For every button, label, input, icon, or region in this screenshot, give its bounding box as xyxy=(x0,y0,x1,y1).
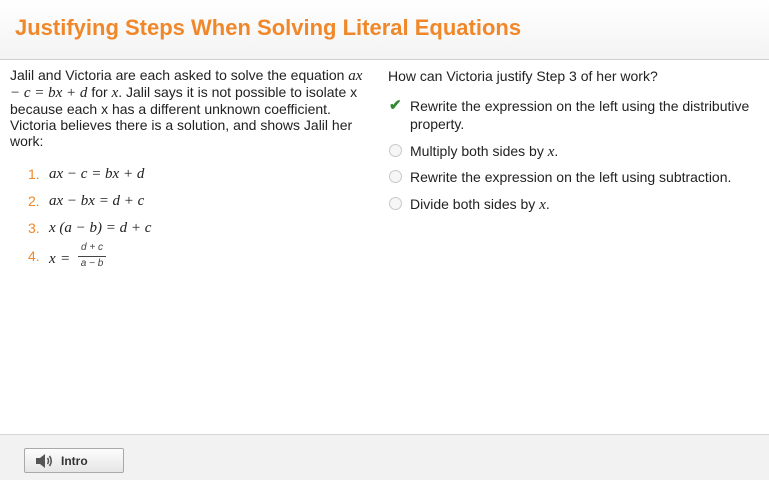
step-number: 3. xyxy=(28,220,40,236)
fraction-expression xyxy=(49,242,109,276)
option-text: Divide both sides by xyxy=(410,196,540,212)
page-header xyxy=(0,0,769,60)
option-text-end: . xyxy=(545,196,550,212)
option-text: Multiply both sides by xyxy=(410,143,548,159)
answer-option-label: Rewrite the expression on the left using subtraction. xyxy=(410,169,732,185)
step-number: 1. xyxy=(28,166,40,182)
checkmark-icon: ✔ xyxy=(389,97,402,114)
answer-option-label xyxy=(410,142,750,161)
step-expression: ax − c = bx + d xyxy=(49,166,145,182)
step-expression: x (a − b) = d + c xyxy=(49,220,152,236)
answer-option-label xyxy=(410,195,750,214)
intro-button[interactable] xyxy=(24,448,124,473)
option-variable: x xyxy=(547,144,555,160)
problem-equation: ax − c = bx + d xyxy=(10,68,363,101)
step-expression: ax − bx = d + c xyxy=(49,193,145,209)
radio-button[interactable] xyxy=(389,170,402,183)
equals-sign: = xyxy=(61,251,70,267)
option-variable: x xyxy=(539,197,546,213)
step-number: 4. xyxy=(28,248,40,264)
intro-button-label: Intro xyxy=(61,454,88,468)
answer-option-label: Rewrite the expression on the left using the distributive property. xyxy=(410,98,750,132)
problem-mid-text: for xyxy=(87,84,112,100)
fraction-numerator: d + c xyxy=(81,242,103,253)
fraction-denominator: a − b xyxy=(80,258,104,269)
problem-rest-text: . Jalil says it is not possible to isolate x because each x has a different unknown coefficient. Victoria believes there is a solution, and shows Jalil her work: xyxy=(10,84,358,149)
question-text: How can Victoria justify Step 3 of her work? xyxy=(388,68,658,84)
problem-statement xyxy=(10,67,370,149)
page-title: Justifying Steps When Solving Literal Equations xyxy=(15,15,522,40)
speaker-icon xyxy=(34,453,54,469)
fraction-lhs: x xyxy=(49,251,56,267)
footer-bar xyxy=(0,434,769,480)
option-text-end: . xyxy=(554,143,559,159)
step-number: 2. xyxy=(28,193,40,209)
problem-variable: x xyxy=(111,85,119,101)
fraction-bar xyxy=(78,256,106,257)
radio-button[interactable] xyxy=(389,197,402,210)
problem-intro-text: Jalil and Victoria are each asked to solve the equation xyxy=(10,67,345,83)
radio-button[interactable] xyxy=(389,144,402,157)
